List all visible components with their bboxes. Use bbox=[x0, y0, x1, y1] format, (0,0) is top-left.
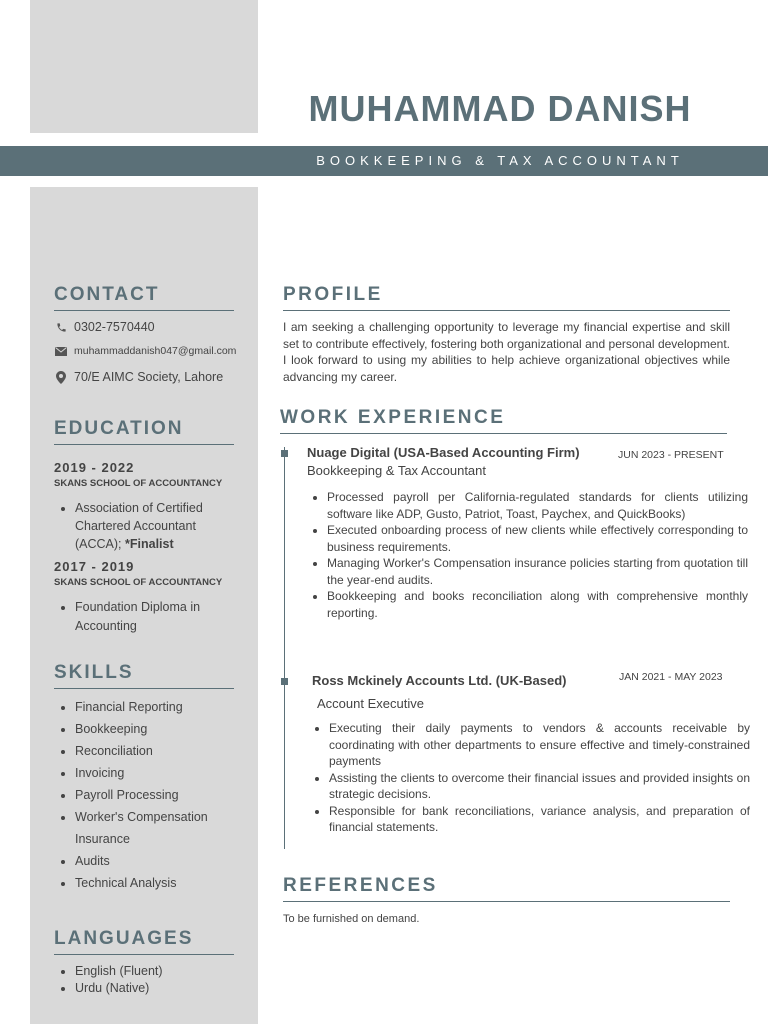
list-item: • Audits bbox=[75, 850, 233, 872]
education-school: SKANS SCHOOL OF ACCOUNTANCY bbox=[54, 577, 223, 588]
references-text: To be furnished on demand. bbox=[283, 913, 420, 925]
finalist-note: *Finalist bbox=[125, 537, 174, 551]
email-address: muhammaddanish047@gmail.com bbox=[74, 345, 237, 357]
contact-address bbox=[54, 370, 223, 384]
timeline-marker bbox=[281, 450, 288, 457]
contact-heading: CONTACT bbox=[54, 284, 234, 311]
list-item: • English (Fluent) bbox=[75, 963, 233, 980]
phone-icon bbox=[54, 322, 68, 333]
job-duties-list bbox=[311, 720, 750, 836]
contact-phone bbox=[54, 320, 155, 334]
education-years: 2019 - 2022 bbox=[54, 460, 135, 475]
list-item: • Processed payroll per California-regulated standards for clients utilizing software like ADP, Gusto, Patriot, Toast, Paychex, and QuickBooks) bbox=[327, 489, 748, 522]
languages-list bbox=[58, 963, 233, 997]
education-school: SKANS SCHOOL OF ACCOUNTANCY bbox=[54, 478, 223, 489]
profile-heading: PROFILE bbox=[283, 284, 730, 311]
timeline-line bbox=[284, 447, 285, 849]
job-dates: JAN 2021 - MAY 2023 bbox=[619, 671, 723, 683]
education-list bbox=[58, 499, 230, 553]
job-company: Ross Mckinely Accounts Ltd. (UK-Based) bbox=[312, 673, 567, 688]
list-item: • Urdu (Native) bbox=[75, 980, 233, 997]
list-item: • Reconciliation bbox=[75, 740, 233, 762]
education-list bbox=[58, 598, 225, 636]
education-years: 2017 - 2019 bbox=[54, 559, 135, 574]
list-item: • Financial Reporting bbox=[75, 696, 233, 718]
location-pin-icon bbox=[54, 371, 68, 384]
profile-summary: I am seeking a challenging opportunity to leverage my financial expertise and skill set to contribute effectively, fostering both organizational and personal development. I look forward to using my abilities to help achieve organizational objectives while advancing my career. bbox=[283, 320, 730, 384]
list-item: • Technical Analysis bbox=[75, 872, 233, 894]
contact-email bbox=[54, 345, 236, 357]
list-item: • Managing Worker's Compensation insurance policies starting from quotation till the year-end audits. bbox=[327, 555, 748, 588]
list-item: • Assisting the clients to overcome their financial issues and provided insights on strategic decisions. bbox=[329, 770, 750, 803]
list-item: • Association of Certified Chartered Accountant (ACCA); *Finalist bbox=[75, 499, 230, 553]
references-heading: REFERENCES bbox=[283, 875, 730, 902]
work-experience-heading: WORK EXPERIENCE bbox=[280, 407, 727, 434]
skills-heading: SKILLS bbox=[54, 662, 234, 689]
list-item: • Payroll Processing bbox=[75, 784, 233, 806]
timeline-marker bbox=[281, 678, 288, 685]
list-item: • Bookkeeping bbox=[75, 718, 233, 740]
job-dates: JUN 2023 - PRESENT bbox=[618, 449, 724, 461]
title-bar bbox=[0, 146, 768, 176]
photo-placeholder bbox=[30, 0, 258, 133]
job-company: Nuage Digital (USA-Based Accounting Firm) bbox=[307, 445, 580, 460]
languages-heading: LANGUAGES bbox=[54, 928, 234, 955]
skills-list bbox=[58, 696, 233, 894]
list-item: • Responsible for bank reconciliations, variance analysis, and preparation of financial statements. bbox=[329, 803, 750, 836]
envelope-icon bbox=[54, 347, 68, 356]
job-role: Account Executive bbox=[317, 696, 424, 711]
list-item: • Worker's Compensation Insurance bbox=[75, 806, 233, 850]
list-item: • Foundation Diploma in Accounting bbox=[75, 598, 225, 636]
list-item: • Bookkeeping and books reconciliation along with comprehensive monthly reporting. bbox=[327, 588, 748, 621]
candidate-name: MUHAMMAD DANISH bbox=[308, 88, 692, 129]
job-role: Bookkeeping & Tax Accountant bbox=[307, 463, 486, 478]
job-duties-list bbox=[309, 489, 748, 621]
education-heading: EDUCATION bbox=[54, 418, 234, 445]
list-item: • Executed onboarding process of new clients while effectively corresponding to business requirements. bbox=[327, 522, 748, 555]
list-item: • Executing their daily payments to vendors & accounts receivable by coordinating with other departments to ensure effective and timely-constrained payments bbox=[329, 720, 750, 770]
list-item: • Invoicing bbox=[75, 762, 233, 784]
address-text: 70/E AIMC Society, Lahore bbox=[74, 370, 224, 384]
phone-number: 0302-7570440 bbox=[74, 320, 155, 334]
job-title: BOOKKEEPING & TAX ACCOUNTANT bbox=[316, 153, 684, 168]
